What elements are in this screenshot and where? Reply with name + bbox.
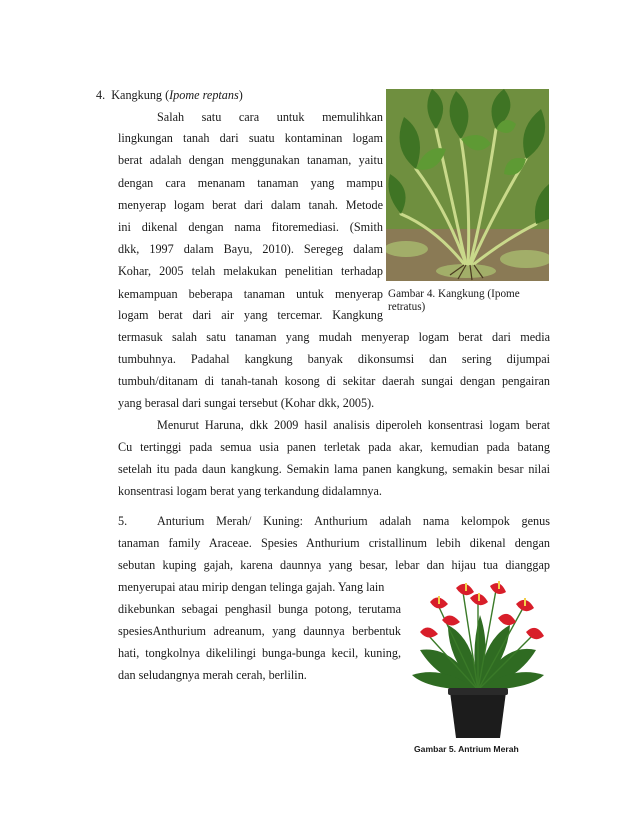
s5-line: dikebunkan sebagai penghasil bunga potong, terutama [118,602,401,616]
s4-line: dkk, 1997 dalam Bayu, 2010). Seregeg dalam [118,242,383,256]
s4-line: tumbuh/ditanam di tanah-tanah kosong di sekitar daerah sungai dengan pengairan [118,374,550,388]
s4-line: lingkungan tanah dari suatu kontaminan logam [118,131,383,145]
anthurium-photo [408,580,548,740]
s5-line: sebutan kuping gajah, karena daunnya yang besar, lebar dan hijau tua dianggap [118,558,550,572]
s5-line: hati, tongkolnya dikelilingi bunga-bunga kecil, kuning, [118,646,401,660]
figure-5-caption: Gambar 5. Antrium Merah [414,744,519,754]
s4-para2-line: Menurut Haruna, dkk 2009 hasil analisis diperoleh konsentrasi logam berat [157,418,550,432]
kangkung-photo [386,89,549,281]
s4-line: yang berasal dari sungai tersebut (Kohar dkk, 2005). [118,396,375,410]
s5-line: dan seludangnya merah cerah, berlilin. [118,668,307,682]
s4-line: tumbuhnya. Padahal kangkung banyak dikonsumsi dan sering dijumpai [118,352,550,366]
s4-line: logam berat dari air yang tercemar. Kangkung [118,308,383,322]
section-4-latin-name: Ipome reptans [169,88,239,102]
s4-line: Kohar, 2005 telah melakukan penelitian terhadap [118,264,383,278]
s5-line: menyerupai atau mirip dengan telinga gajah. Yang lain [118,580,385,594]
s4-line: menyerap logam berat dari dalam tanah. Metode [118,198,383,212]
s5-line: tanaman family Araceae. Spesies Anthurium cristallinum lebih dikenal dengan [118,536,550,550]
s4-line: termasuk salah satu tanaman yang mudah menyerap logam berat dari media [118,330,550,344]
s4-para2-line: konsentrasi logam berat yang terkandung didalamnya. [118,484,382,498]
s4-line: kemampuan beberapa tanaman untuk menyerap [118,287,383,301]
s4-para2-line: setelah itu pada daun kangkung. Semakin lama panen kangkung, semakin besar nilai [118,462,550,476]
s4-para2-line: Cu tertinggi pada semua usia panen terletak pada akar, kemudian pada batang [118,440,550,454]
s5-line: Anturium Merah/ Kuning: Anthurium adalah nama kelompok genus [157,514,550,528]
s4-line: Salah satu cara untuk memulihkan [157,110,383,124]
section-4-heading: 4. Kangkung (Ipome reptans) [96,88,243,102]
section-4-number: 4. [96,88,106,102]
section-5-number: 5. [118,514,128,528]
s5-line: spesiesAnthurium adreanum, yang daunnya berbentuk [118,624,401,638]
s4-line: ini dikenal dengan nama fitoremediasi. (Smith [118,220,383,234]
s4-line: berat adalah dengan menggunakan tanaman, yaitu [118,153,383,167]
s4-line: dengan cara menanam tanaman yang mampu [118,176,383,190]
figure-4-caption: Gambar 4. Kangkung (Ipome retratus) [388,288,520,313]
section-4-title: Kangkung [111,88,163,102]
